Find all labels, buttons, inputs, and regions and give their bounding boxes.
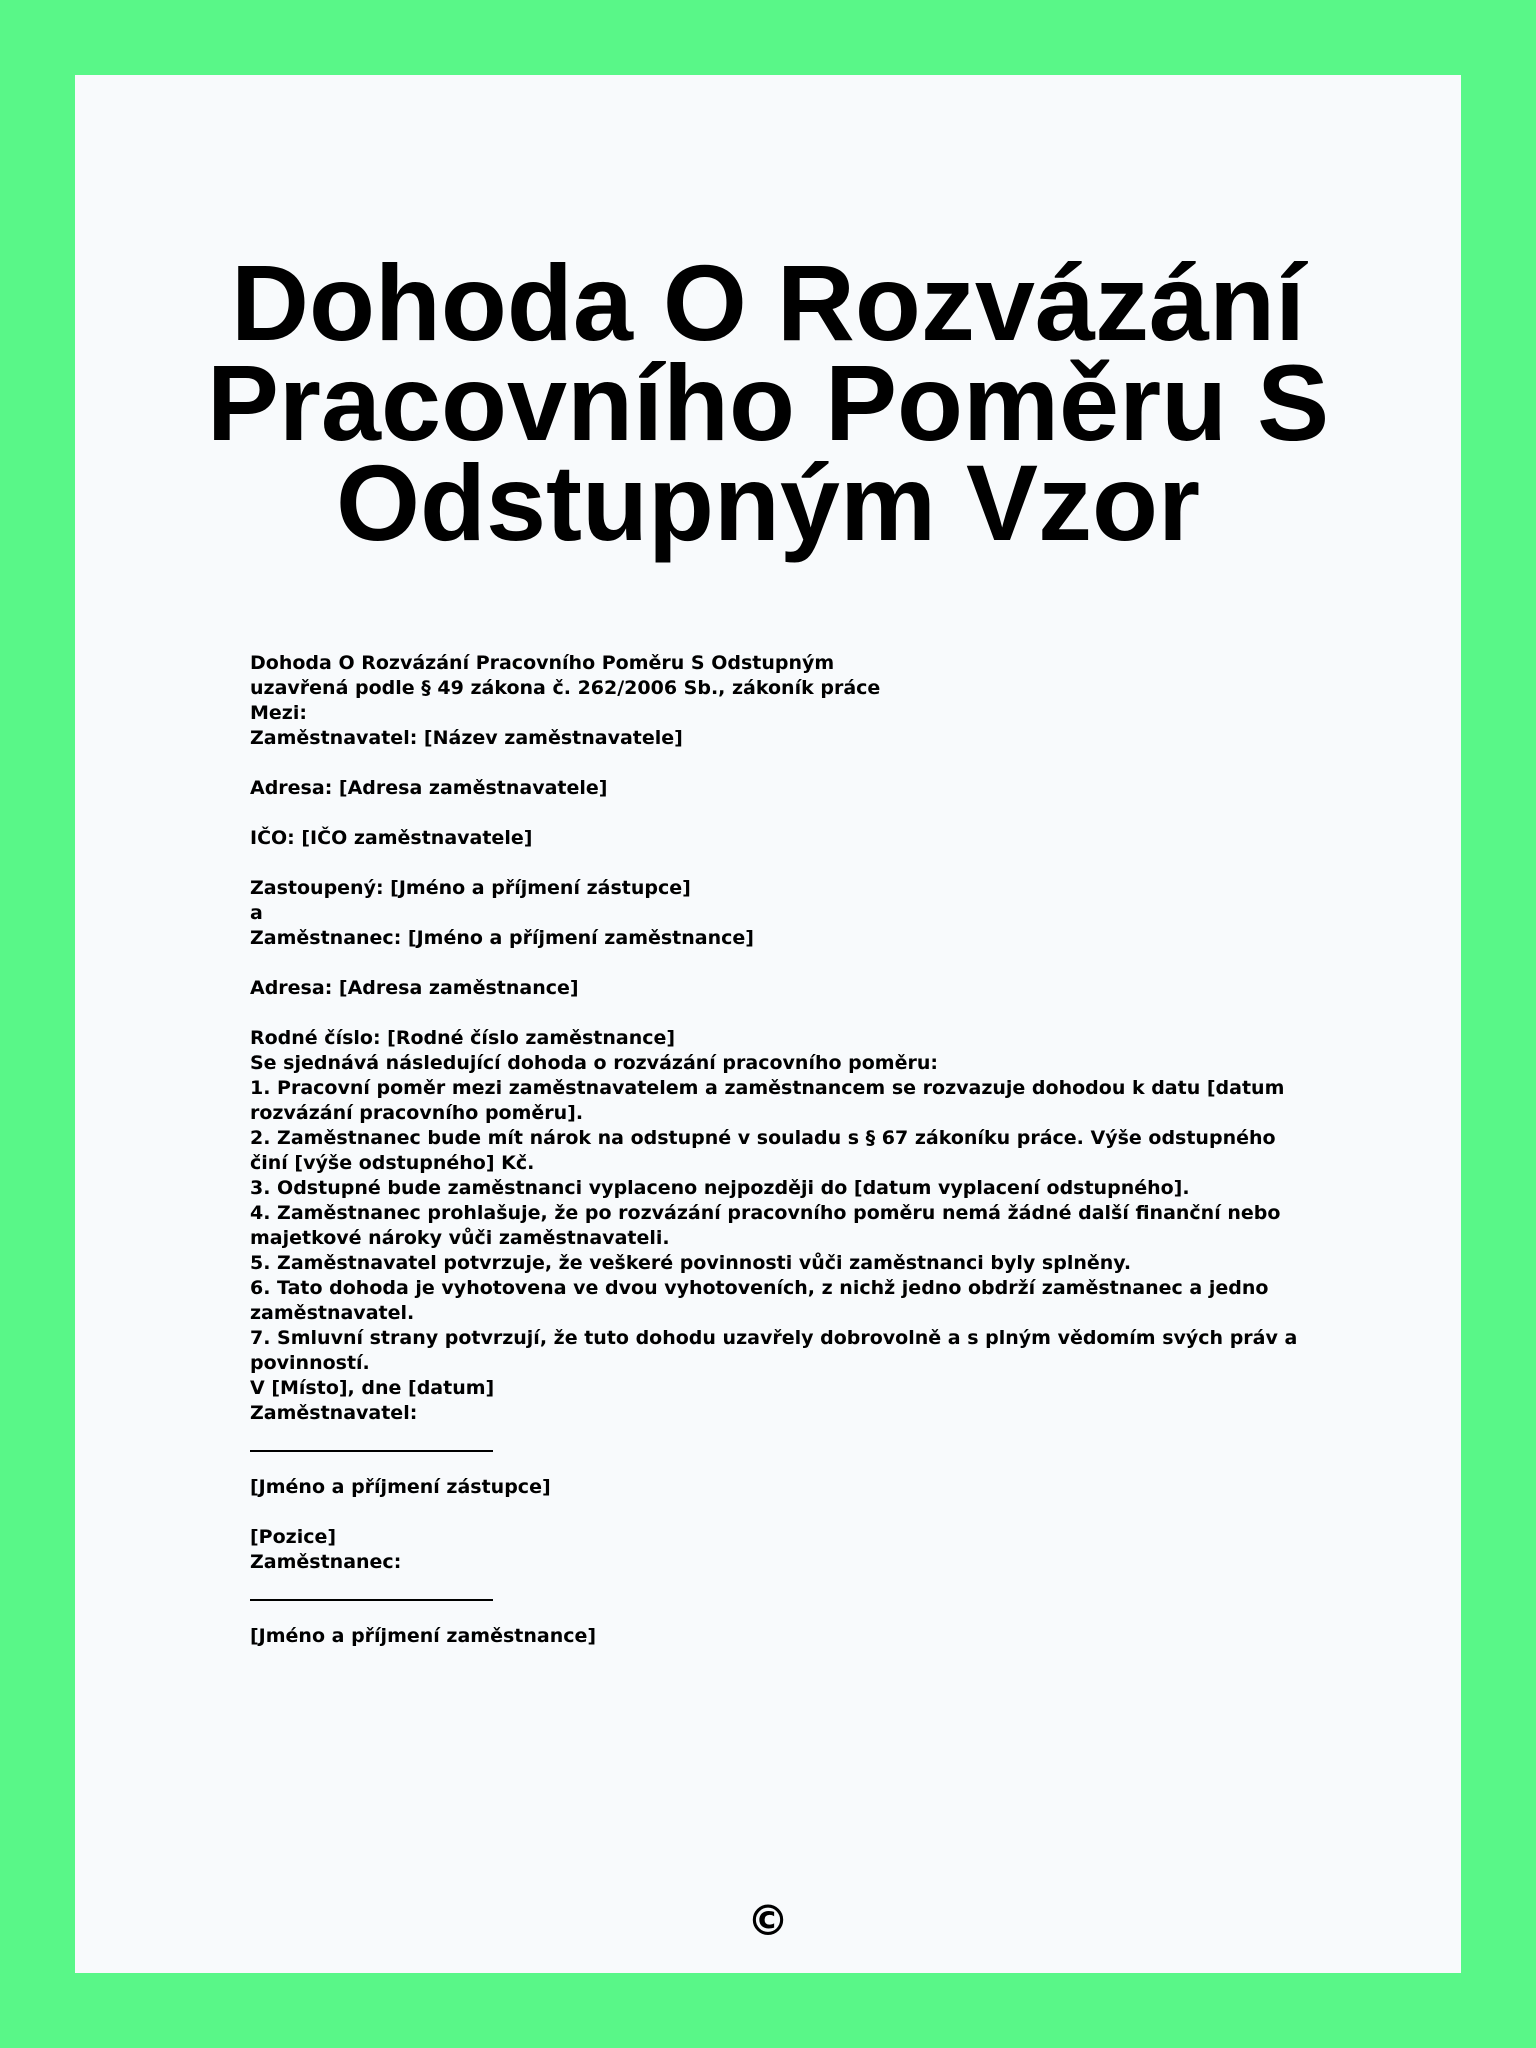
employer-signature-label: Zaměstnavatel: — [250, 1402, 418, 1424]
employee-name: Zaměstnanec: [Jméno a příjmení zaměstnance] — [250, 927, 754, 949]
document-heading: Dohoda O Rozvázání Pracovního Poměru S Odstupným — [250, 652, 835, 674]
agreement-intro: Se sjednává následující dohoda o rozvázání pracovního poměru: — [250, 1052, 938, 1074]
document-page — [75, 75, 1461, 1973]
employee-birth-number: Rodné číslo: [Rodné číslo zaměstnance] — [250, 1027, 676, 1049]
employer-ico: IČO: [IČO zaměstnavatele] — [250, 827, 533, 849]
copyright-icon: © — [747, 1896, 789, 1945]
clause-3: 3. Odstupné bude zaměstnanci vyplaceno nejpozději do [datum vyplacení odstupného]. — [250, 1177, 1190, 1199]
clause-5: 5. Zaměstnavatel potvrzuje, že veškeré povinnosti vůči zaměstnanci byly splněny. — [250, 1252, 1132, 1274]
spacer — [250, 1500, 1310, 1525]
clause-6: 6. Tato dohoda je vyhotovena ve dvou vyhotoveních, z nichž jedno obdrží zaměstnanec a jedno zaměstnavatel. — [250, 1277, 1269, 1324]
document-body — [250, 651, 1310, 1649]
spacer — [250, 951, 1310, 976]
employer-signature-line — [250, 1450, 493, 1452]
spacer — [250, 1001, 1310, 1026]
spacer — [250, 751, 1310, 776]
and-label: a — [250, 902, 263, 924]
spacer — [250, 801, 1310, 826]
place-date: V [Místo], dne [datum] — [250, 1377, 495, 1399]
clause-1: 1. Pracovní poměr mezi zaměstnavatelem a zaměstnancem se rozvazuje dohodou k datu [datum rozvázání pracovního poměru]. — [250, 1077, 1285, 1124]
employer-address: Adresa: [Adresa zaměstnavatele] — [250, 777, 608, 799]
between-label: Mezi: — [250, 702, 307, 724]
clause-2: 2. Zaměstnanec bude mít nárok na odstupné v souladu s § 67 zákoníku práce. Výše odstupného činí [výše odstupného] Kč. — [250, 1127, 1276, 1174]
clause-4: 4. Zaměstnanec prohlašuje, že po rozvázání pracovního poměru nemá žádné další finanční nebo majetkové nároky vůči zaměstnavateli. — [250, 1202, 1281, 1249]
spacer — [250, 851, 1310, 876]
document-subheading: uzavřená podle § 49 zákona č. 262/2006 Sb., zákoník práce — [250, 677, 881, 699]
employee-signature-line — [250, 1599, 493, 1601]
page-title: Dohoda O Rozvázání Pracovního Poměru S Odstupným Vzor — [206, 242, 1330, 563]
employee-signature-name: [Jméno a příjmení zaměstnance] — [250, 1625, 597, 1647]
employer-signature-position: [Pozice] — [250, 1526, 337, 1548]
employee-address: Adresa: [Adresa zaměstnance] — [250, 977, 579, 999]
employer-name: Zaměstnavatel: [Název zaměstnavatele] — [250, 727, 683, 749]
employee-signature-label: Zaměstnanec: — [250, 1551, 402, 1573]
clause-7: 7. Smluvní strany potvrzují, že tuto dohodu uzavřely dobrovolně a s plným vědomím svých práv a povinností. — [250, 1327, 1298, 1374]
employer-signature-name: [Jméno a příjmení zástupce] — [250, 1476, 551, 1498]
employer-representative: Zastoupený: [Jméno a příjmení zástupce] — [250, 877, 691, 899]
